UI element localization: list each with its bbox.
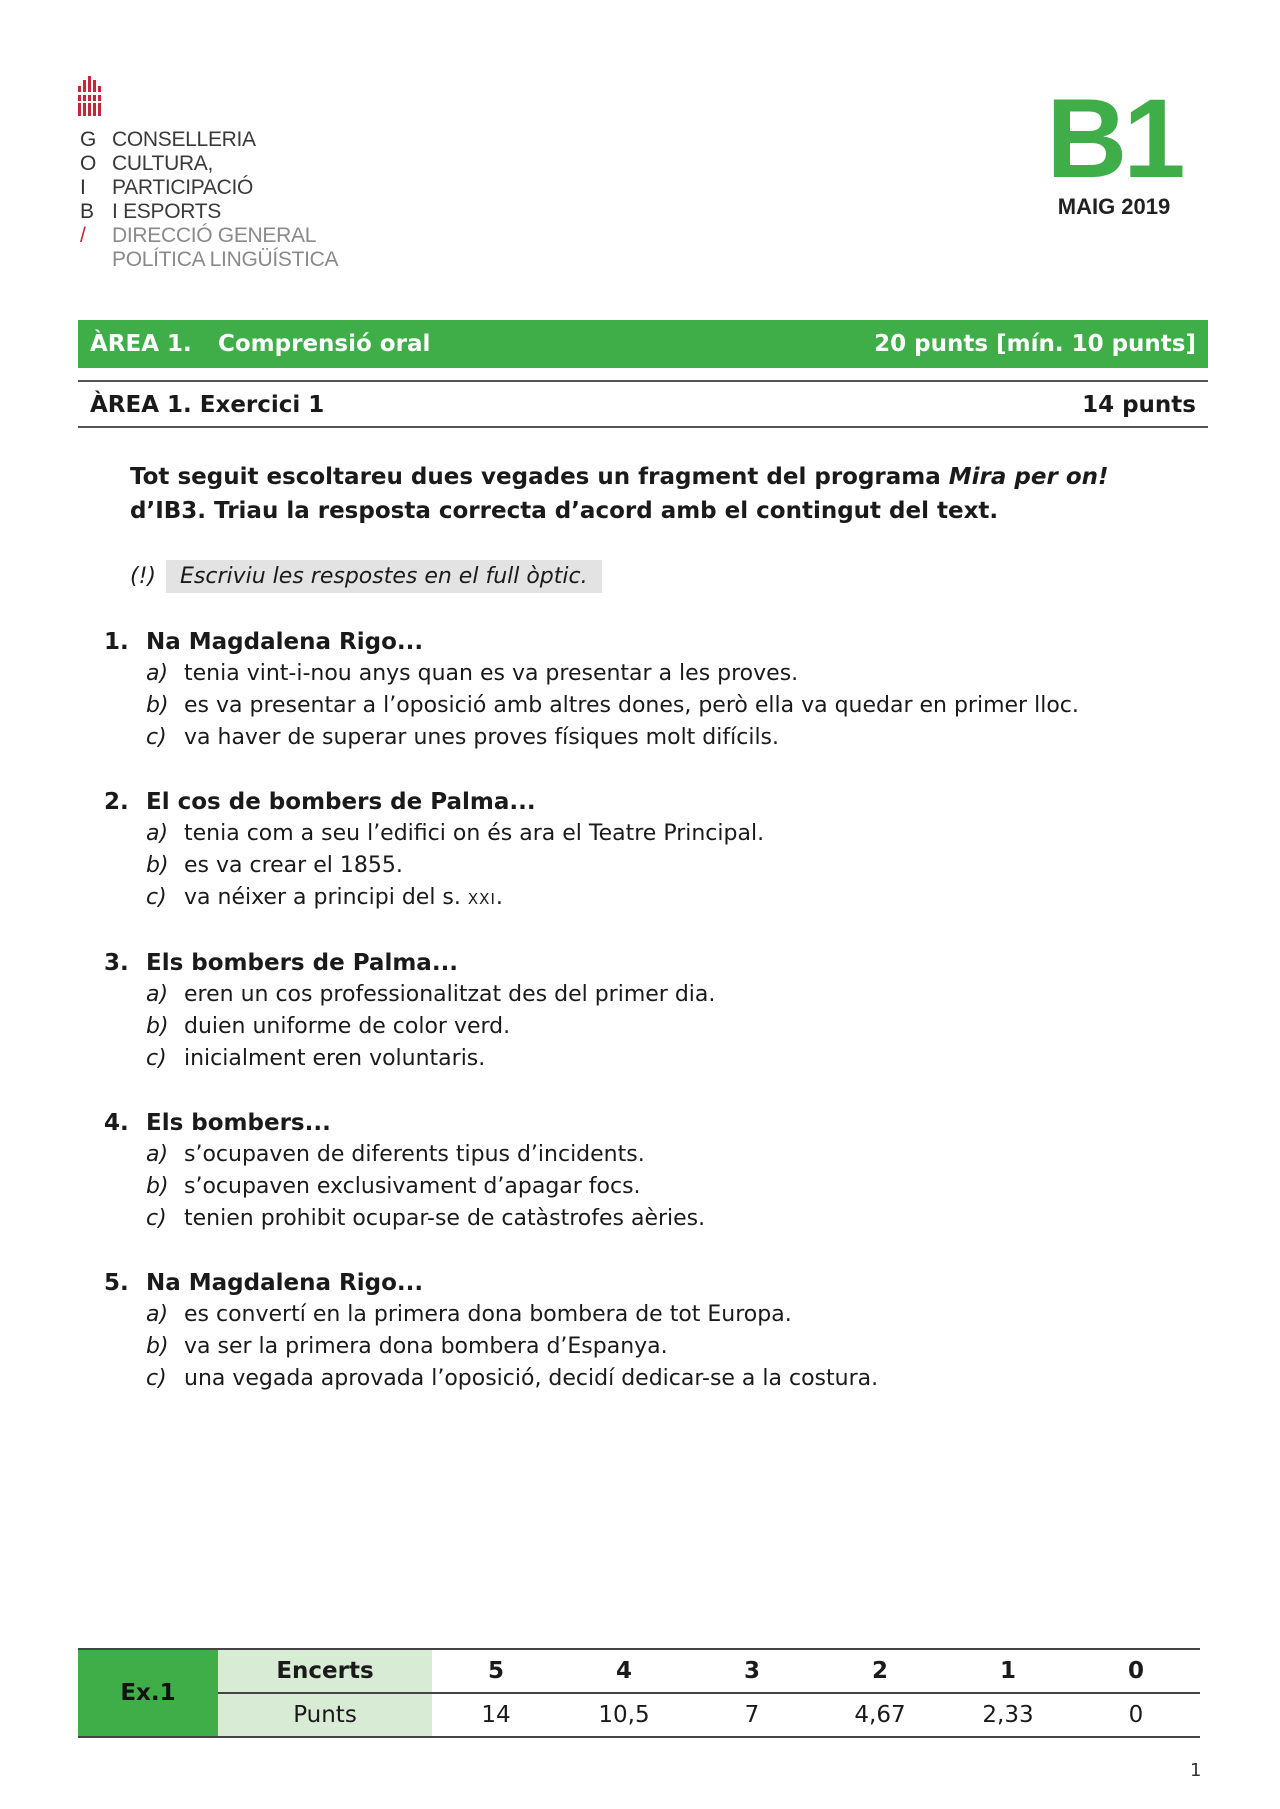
answer-note [130,560,602,593]
table-cell: 4 [560,1649,688,1693]
option-text: va haver de superar unes proves físiques molt difícils. [184,725,780,750]
logo-department-text [112,128,338,272]
row-header-cell: Punts [218,1693,432,1737]
answer-option [104,1203,1204,1235]
logo-letter: O [80,152,97,175]
logo-line: CULTURA, [112,152,214,175]
question [104,626,1204,754]
area-title: Comprensió oral [218,331,431,357]
divider [78,426,1208,428]
option-letter: a) [146,1142,169,1167]
table-cell: 2 [816,1649,944,1693]
option-letter: c) [146,885,167,910]
option-letter: a) [146,982,169,1007]
option-text: tenia vint-i-nou anys quan es va presentar a les proves. [184,661,799,686]
question-title: Els bombers... [146,1110,331,1136]
question-number: 1. [104,629,129,655]
exercise-title: ÀREA 1. Exercici 1 [90,392,325,418]
page-number: 1 [1190,1760,1202,1781]
option-text: tenia com a seu l’edifici on és ara el Teatre Principal. [184,821,765,846]
logo-letter: I [80,176,86,199]
option-text: va ser la primera dona bombera d’Espanya. [184,1334,668,1359]
answer-option [104,1331,1204,1363]
exam-date: MAIG 2019 [1057,194,1171,219]
option-letter: b) [146,853,169,878]
option-text: eren un cos professionalitzat des del primer dia. [184,982,716,1007]
option-letter: c) [146,725,167,750]
option-text: duien uniforme de color verd. [184,1014,511,1039]
question-number: 4. [104,1110,129,1136]
option-letter: b) [146,1174,169,1199]
answer-option [104,722,1204,754]
option-text: es convertí en la primera dona bombera de tot Europa. [184,1302,792,1327]
logo-letters [80,128,106,248]
question [104,1267,1204,1395]
answer-option [104,979,1204,1011]
answer-option [104,850,1204,882]
question-number: 5. [104,1270,129,1296]
question-title: El cos de bombers de Palma... [146,789,536,815]
table-row [78,1693,1200,1737]
question [104,1107,1204,1235]
option-letter: a) [146,821,169,846]
table-cell: 1 [944,1649,1072,1693]
option-letter: a) [146,661,169,686]
option-letter: c) [146,1206,167,1231]
option-letter: a) [146,1302,169,1327]
table-cell: 4,67 [816,1693,944,1737]
note-mark: (!) [130,564,156,589]
logo-line: POLÍTICA LINGÜÍSTICA [112,248,339,271]
area-points: 20 punts [mín. 10 punts] [874,331,1196,357]
answer-option [104,658,1204,690]
score-table [78,1648,1200,1738]
option-text: s’ocupaven exclusivament d’apagar focs. [184,1174,641,1199]
area-header-bar [78,320,1208,368]
level-title: B1 [1046,76,1182,201]
option-letter: c) [146,1046,167,1071]
question-number: 2. [104,789,129,815]
row-header-cell: Encerts [218,1649,432,1693]
answer-option [104,1043,1204,1075]
table-row [78,1649,1200,1693]
option-text-end: . [495,885,503,910]
exercise-points: 14 punts [1082,392,1196,418]
answer-option [104,1299,1204,1331]
table-cell: 7 [688,1693,816,1737]
instructions [130,460,1190,528]
goib-emblem-icon [76,76,106,116]
program-name: Mira per on! [948,464,1109,490]
option-letter: b) [146,1014,169,1039]
logo-line: I ESPORTS [112,200,221,223]
note-text: Escriviu les respostes en el full òptic. [166,560,602,593]
option-text: es va crear el 1855. [184,853,403,878]
table-cell: 10,5 [560,1693,688,1737]
table-cell: 14 [432,1693,560,1737]
option-text: inicialment eren voluntaris. [184,1046,486,1071]
question [104,786,1204,915]
option-text: s’ocupaven de diferents tipus d’incidents. [184,1142,645,1167]
question-number: 3. [104,950,129,976]
logo-line: DIRECCIÓ GENERAL [112,224,317,247]
table-cell: 0 [1072,1649,1200,1693]
answer-option [104,818,1204,850]
option-text: tenien prohibit ocupar-se de catàstrofes aèries. [184,1206,706,1231]
answer-option [104,882,1204,915]
option-letter: b) [146,1334,169,1359]
logo-line: CONSELLERIA [112,128,256,151]
answer-option [104,1363,1204,1395]
option-letter: c) [146,1366,167,1391]
logo-slash: / [80,224,86,247]
table-cell: 2,33 [944,1693,1072,1737]
table-cell: 5 [432,1649,560,1693]
option-letter: b) [146,693,169,718]
option-text: una vegada aprovada l’oposició, decidí dedicar-se a la costura. [184,1366,879,1391]
question-list [104,626,1204,1427]
instructions-text: d’IB3. Triau la resposta correcta d’acord amb el contingut del text. [130,498,999,524]
logo-letter: G [80,128,97,151]
question [104,947,1204,1075]
answer-option [104,1171,1204,1203]
question-title: Na Magdalena Rigo... [146,629,424,655]
logo-letter: B [80,200,95,223]
divider [78,380,1208,382]
option-text: va néixer a principi del s. [184,885,461,910]
question-title: Na Magdalena Rigo... [146,1270,424,1296]
instructions-text: Tot seguit escoltareu dues vegades un fragment del programa [130,464,949,490]
logo-line: PARTICIPACIÓ [112,176,254,199]
table-cell: 0 [1072,1693,1200,1737]
area-label: ÀREA 1. [90,331,192,357]
answer-option [104,1139,1204,1171]
century-numeral: XXI [467,890,496,908]
table-cell: 3 [688,1649,816,1693]
question-title: Els bombers de Palma... [146,950,459,976]
option-text: es va presentar a l’oposició amb altres dones, però ella va quedar en primer lloc. [184,693,1079,718]
answer-option [104,690,1204,722]
answer-option [104,1011,1204,1043]
exercise-label-cell: Ex.1 [78,1649,218,1737]
